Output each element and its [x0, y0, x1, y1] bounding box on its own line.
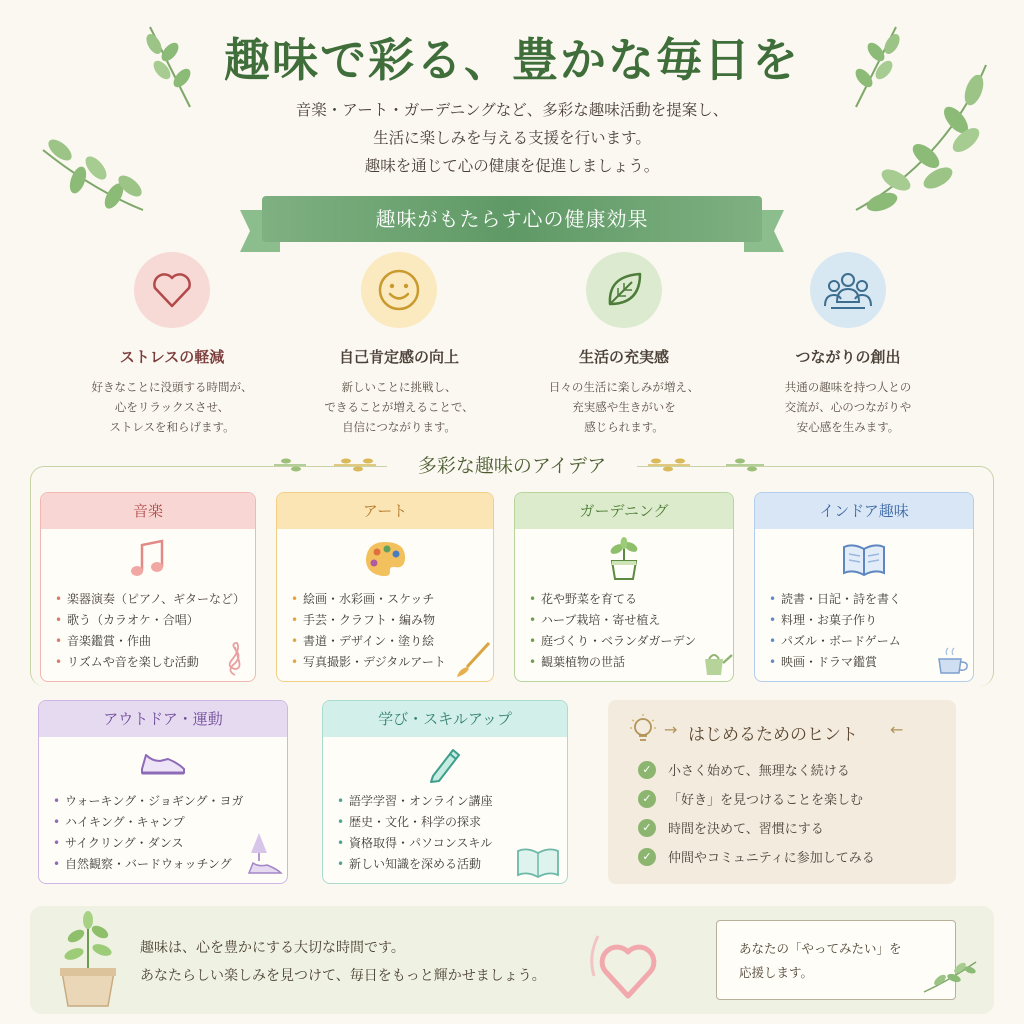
- benefit-desc-line: 好きなことに没頭する時間が、: [91, 380, 253, 394]
- book-icon: [841, 541, 887, 577]
- hint-item: [638, 789, 863, 808]
- card-title: 学び・スキルアップ: [323, 701, 567, 737]
- hint-item: [638, 760, 850, 779]
- list-item: • 読書・日記・詩を書く: [769, 589, 973, 610]
- list-item: • 音楽鑑賞・作曲: [55, 631, 255, 652]
- benefit-desc-line: 新しいことに挑戦し、: [341, 380, 457, 394]
- card-icon-area: [277, 529, 493, 589]
- benefit-icon-circle: [810, 252, 886, 328]
- list-item: • ウォーキング・ジョギング・ヨガ: [53, 791, 287, 812]
- open-book-small-icon: [515, 847, 561, 879]
- intro-text: [0, 96, 1024, 180]
- list-item: • 映画・ドラマ鑑賞: [769, 652, 973, 673]
- list-item: • 自然観察・バードウォッチング: [53, 854, 287, 875]
- sneaker-small-icon: [245, 829, 285, 879]
- intro-line: 生活に楽しみを与える支援を行います。: [373, 129, 651, 147]
- list-item: • 手芸・クラフト・編み物: [291, 610, 493, 631]
- footer-message: [140, 934, 546, 990]
- check-icon: ✓: [638, 761, 656, 779]
- list-item: • 花や野菜を育てる: [529, 589, 733, 610]
- list-item: • 楽器演奏（ピアノ、ギターなど）: [55, 589, 255, 610]
- list-item: • 料理・お菓子作り: [769, 610, 973, 631]
- list-item: • 絵画・水彩画・スケッチ: [291, 589, 493, 610]
- card-music: [40, 492, 256, 682]
- card-title: 音楽: [41, 493, 255, 529]
- list-item: • 資格取得・パソコンスキル: [337, 833, 567, 854]
- leaf-icon: [602, 268, 646, 312]
- benefit-desc-line: 日々の生活に楽しみが増え、: [548, 380, 700, 394]
- arrow-left-icon: ←: [890, 720, 904, 739]
- benefit-desc-line: 安心感を生みます。: [796, 420, 900, 434]
- list-item: • 新しい知識を深める活動: [337, 854, 567, 875]
- list-item: • リズムや音を楽しむ活動: [55, 652, 255, 673]
- benefit-title: つながりの創出: [795, 348, 901, 366]
- card-icon-area: [39, 737, 287, 791]
- list-item: • 写真撮影・デジタルアート: [291, 652, 493, 673]
- card-gardening: [514, 492, 734, 682]
- list-item: • 歴史・文化・科学の探求: [337, 812, 567, 833]
- footer-line: 趣味は、心を豊かにする大切な時間です。: [140, 940, 405, 956]
- benefit-desc-line: 感じられます。: [584, 420, 664, 434]
- treble-clef-icon: [223, 641, 247, 677]
- benefit-title: 自己肯定感の向上: [338, 348, 459, 366]
- plant-pot-icon: [606, 537, 642, 581]
- benefit-icon-circle: [361, 252, 437, 328]
- intro-line: 趣味を通じて心の健康を促進しましょう。: [364, 157, 660, 175]
- palette-icon: [362, 539, 408, 579]
- list-item: • 庭づくり・ベランダガーデン: [529, 631, 733, 652]
- benefit-connection: [748, 252, 948, 437]
- card-title: アウトドア・運動: [39, 701, 287, 737]
- benefit-stress: [72, 252, 272, 437]
- intro-line: 音楽・アート・ガーデニングなど、多彩な趣味活動を提案し、: [295, 101, 729, 119]
- benefit-desc-line: 交流が、心のつながりや: [784, 400, 912, 414]
- hint-item: [638, 847, 875, 866]
- card-art: [276, 492, 494, 682]
- watering-can-icon: [699, 649, 733, 677]
- lightbulb-icon: [628, 712, 658, 748]
- benefit-desc: [72, 377, 272, 437]
- benefit-desc-line: ストレスを和らげます。: [109, 420, 235, 434]
- benefit-icon-circle: [586, 252, 662, 328]
- card-icon-area: [41, 529, 255, 589]
- card-icon-area: [515, 529, 733, 589]
- pencil-icon: [425, 744, 465, 784]
- hints-panel: [608, 700, 956, 884]
- list-item: • 書道・デザイン・塗り絵: [291, 631, 493, 652]
- people-icon: [823, 268, 873, 312]
- card-title: インドア趣味: [755, 493, 973, 529]
- list-item: • 語学学習・オンライン講座: [337, 791, 567, 812]
- check-icon: ✓: [638, 790, 656, 808]
- card-learning: [322, 700, 568, 884]
- benefit-desc-line: できることが増えることで、: [324, 400, 474, 414]
- card-outdoor: [38, 700, 288, 884]
- hint-text: 「好き」を見つけることを楽しむ: [668, 793, 864, 808]
- heart-outline-icon: [558, 916, 668, 1006]
- potted-plant-icon: [48, 906, 128, 1010]
- arrow-right-icon: →: [664, 720, 678, 739]
- heart-icon: [150, 270, 194, 310]
- list-item: • パズル・ボードゲーム: [769, 631, 973, 652]
- list-item: • 歌う（カラオケ・合唱）: [55, 610, 255, 631]
- card-indoor: [754, 492, 974, 682]
- page-title: 趣味で彩る、豊かな毎日を: [224, 33, 800, 87]
- benefit-desc-line: 共通の趣味を持つ人との: [784, 380, 912, 394]
- list-item: • ハイキング・キャンプ: [53, 812, 287, 833]
- benefit-desc-line: 充実感や生きがいを: [572, 400, 676, 414]
- hints-title: はじめるためのヒント: [688, 725, 858, 745]
- benefit-title: ストレスの軽減: [119, 348, 225, 366]
- note-line: あなたの「やってみたい」を: [739, 941, 902, 956]
- card-icon-area: [323, 737, 567, 791]
- smile-icon: [376, 267, 422, 313]
- card-title: アート: [277, 493, 493, 529]
- benefit-desc-line: 自信につながります。: [342, 420, 456, 434]
- sprig-right-icon: [642, 454, 767, 476]
- check-icon: ✓: [638, 848, 656, 866]
- footer-line: あなたらしい楽しみを見つけて、毎日をもっと輝かせましょう。: [140, 968, 546, 984]
- note-line: 応援します。: [739, 965, 814, 980]
- hint-text: 小さく始めて、無理なく続ける: [668, 764, 850, 779]
- hint-text: 時間を決めて、習慣にする: [668, 822, 824, 837]
- leaf-sprig-icon: [920, 956, 980, 996]
- benefit-fulfillment: [524, 252, 724, 437]
- benefits-ribbon-title: 趣味がもたらす心の健康効果: [262, 196, 762, 242]
- benefit-self-esteem: [299, 252, 499, 437]
- benefit-desc: [748, 377, 948, 437]
- list-item: • 観葉植物の世話: [529, 652, 733, 673]
- sprig-left-icon: [272, 454, 382, 476]
- check-icon: ✓: [638, 819, 656, 837]
- list-item: • ハーブ栽培・寄せ植え: [529, 610, 733, 631]
- card-title: ガーデニング: [515, 493, 733, 529]
- paintbrush-icon: [453, 639, 493, 679]
- benefit-icon-circle: [134, 252, 210, 328]
- benefit-desc-line: 心をリラックスさせ、: [114, 400, 230, 414]
- benefit-desc: [299, 377, 499, 437]
- hint-item: [638, 818, 824, 837]
- benefit-title: 生活の充実感: [578, 348, 669, 366]
- benefit-desc: [524, 377, 724, 437]
- hint-text: 仲間やコミュニティに参加してみる: [668, 851, 875, 866]
- list-item: • サイクリング・ダンス: [53, 833, 287, 854]
- ideas-section-title: 多彩な趣味のアイデア: [387, 452, 637, 480]
- card-icon-area: [755, 529, 973, 589]
- coffee-cup-icon: [935, 645, 971, 677]
- music-note-icon: [128, 537, 168, 581]
- sneaker-icon: [138, 749, 188, 779]
- footer-banner: [30, 906, 994, 1014]
